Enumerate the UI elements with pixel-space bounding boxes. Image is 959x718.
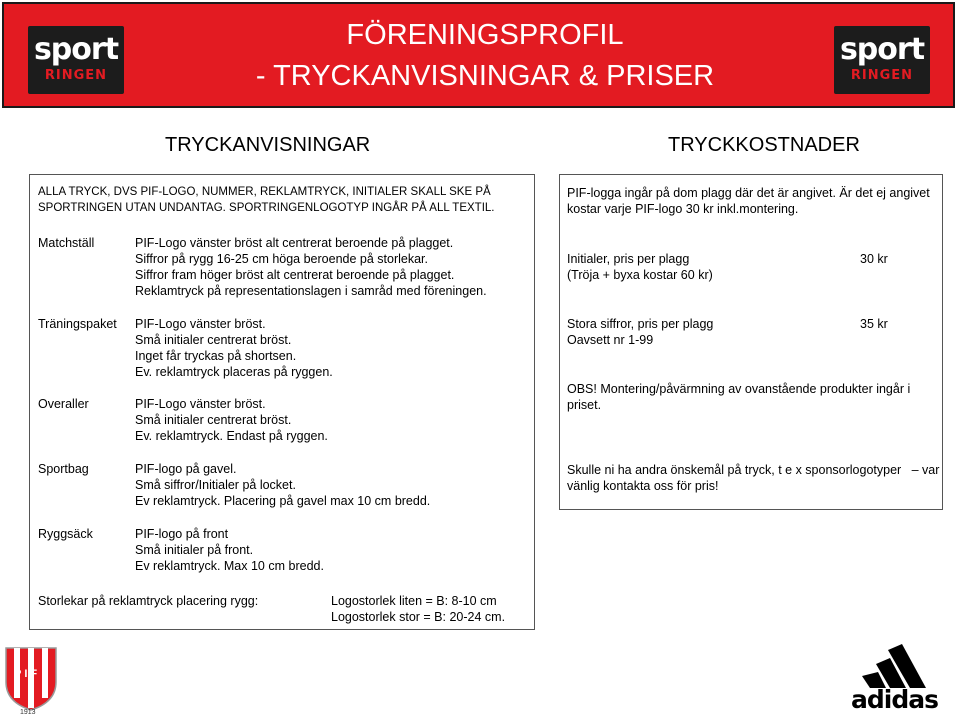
row-line: Ev reklamtryck. Max 10 cm bredd. (135, 559, 324, 573)
row-line: Reklamtryck på representationslagen i samråd med föreningen. (135, 284, 487, 298)
size-small: Logostorlek liten = B: 8-10 cm (331, 594, 497, 608)
big-numbers-price: 35 kr (860, 317, 888, 331)
obs-line2: priset. (567, 398, 602, 412)
row-label-ryggsack: Ryggsäck (38, 527, 93, 541)
obs-line1: OBS! Montering/påvärmning av ovanstående produkter ingår i (567, 382, 911, 396)
row-line: Siffror på rygg 16-25 cm höga beroende på storlekar. (135, 252, 428, 266)
row-line: Små initialer centrerat bröst. (135, 413, 292, 427)
sportringen-logo-right: sport RINGEN (834, 26, 930, 94)
sportringen-logo-left: sport RINGEN (28, 26, 124, 94)
page-title: FÖRENINGSPROFIL (346, 19, 624, 51)
initials-note: (Tröja + byxa kostar 60 kr) (567, 268, 713, 282)
left-heading: TRYCKANVISNINGAR (165, 134, 371, 156)
row-line: PIF-Logo vänster bröst alt centrerat beroende på plagget. (135, 236, 454, 250)
right-heading: TRYCKKOSTNADER (668, 134, 860, 156)
left-intro-line1: ALLA TRYCK, DVS PIF-LOGO, NUMMER, REKLAMTRYCK, INITIALER SKALL SKE PÅ (38, 186, 491, 198)
row-line: PIF-logo på front (135, 527, 229, 541)
row-line: Inget får tryckas på shortsen. (135, 349, 297, 363)
big-numbers-label: Stora siffror, pris per plagg (567, 317, 714, 331)
big-numbers-note: Oavsett nr 1-99 (567, 333, 654, 347)
size-large: Logostorlek stor = B: 20-24 cm. (331, 610, 506, 624)
contact-line1: Skulle ni ha andra önskemål på tryck, t e x sponsorlogotyper – var (567, 463, 940, 477)
row-line: Ev. reklamtryck. Endast på ryggen. (135, 429, 328, 443)
initials-price: 30 kr (860, 252, 888, 266)
row-line: PIF-logo på gavel. (135, 462, 237, 476)
row-label-matchstall: Matchställ (38, 236, 95, 250)
row-line: Ev. reklamtryck placeras på ryggen. (135, 365, 333, 379)
page-subtitle: - TRYCKANVISNINGAR & PRISER - (255, 60, 715, 125)
row-label-traningspaket: Träningspaket (38, 317, 117, 331)
pif-year: 1913 (20, 709, 36, 716)
row-line: PIF-Logo vänster bröst. (135, 397, 266, 411)
adidas-logo-icon (850, 642, 950, 688)
row-line: Siffror fram höger bröst alt centrerat beroende på plagget. (135, 268, 455, 282)
row-line: Ev reklamtryck. Placering på gavel max 10 cm bredd. (135, 494, 431, 508)
row-line: Små initialer centrerat bröst. (135, 333, 292, 347)
row-label-sportbag: Sportbag (38, 462, 89, 476)
right-intro-line2: kostar varje PIF-logo 30 kr inkl.montering. (567, 202, 799, 216)
row-line: Små siffror/Initialer på locket. (135, 478, 296, 492)
row-label-overaller: Overaller (38, 397, 89, 411)
right-intro-line1: PIF-logga ingår på dom plagg där det är angivet. Är det ej angivet (567, 186, 930, 200)
sizes-label: Storlekar på reklamtryck placering rygg: (38, 594, 259, 608)
pif-crest-logo: PIF (4, 646, 58, 712)
row-line: PIF-Logo vänster bröst. (135, 317, 266, 331)
left-intro-line2: SPORTRINGEN UTAN UNDANTAG. SPORTRINGENLOGOTYP INGÅR PÅ ALL TEXTIL. (38, 202, 495, 214)
adidas-wordmark: adidas (851, 685, 938, 714)
contact-line2: vänlig kontakta oss för pris! (567, 479, 719, 493)
row-line: Små initialer på front. (135, 543, 254, 557)
initials-label: Initialer, pris per plagg (567, 252, 690, 266)
